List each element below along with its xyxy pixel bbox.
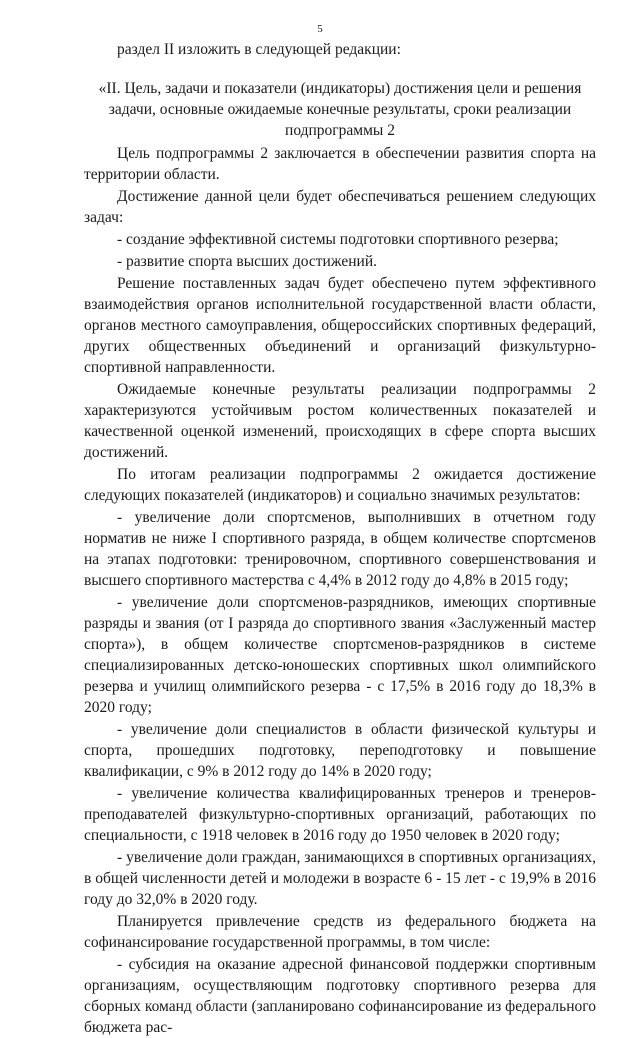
list-item-task-1: - создание эффективной системы подготовки спортивного резерва;: [117, 231, 559, 248]
list-item-indicator-2: - увеличение доли спортсменов-разрядников, имеющих спортивные разряды и звания (от I разряда до спортивного звания «Заслуженный мастер спорта»), в общем количестве спортсменов-разрядников в системе специализированных детско-юношеских спортивных школ олимпийского резерва и училищ олимпийского резерва - с 17,5% в 2016 году до 18,3% в 2020 году;: [84, 594, 596, 716]
list-item-indicator-4: - увеличение количества квалифицированных тренеров и тренеров-преподавателей физкультурно-спортивных организаций, работающих по специальности, с 1918 человек в 2016 году до 1950 человек в 2020 году;: [84, 785, 596, 844]
paragraph-federal-funding: Планируется привлечение средств из федерального бюджета на софинансирование государственной программы, в том числе:: [84, 913, 596, 951]
paragraph-expected-results: Ожидаемые конечные результаты реализации подпрограммы 2 характеризуются устойчивым ростом количественных показателей и качественной оценкой изменений, происходящих в сфере спорта высших достижений.: [84, 381, 596, 461]
document-body: [84, 143, 596, 1038]
list-item-indicator-3: - увеличение доли специалистов в области физической культуры и спорта, прошедших подготовку, переподготовку и повышение квалификации, с 9% в 2012 году до 14% в 2020 году;: [84, 721, 596, 780]
section-heading: «II. Цель, задачи и показатели (индикаторы) достижения цели и решения задачи, основные ожидаемые конечные результаты, сроки реализации подпрограммы 2: [98, 80, 582, 139]
list-item-indicator-5: - увеличение доли граждан, занимающихся в спортивных организациях, в общей численности детей и молодежи в возрасте 6 - 15 лет - с 19,9% в 2016 году до 32,0% в 2020 году.: [84, 849, 596, 908]
paragraph-goal: Цель подпрограммы 2 заключается в обеспечении развития спорта на территории области.: [84, 145, 596, 183]
list-item-subsidy: - субсидия на оказание адресной финансовой поддержки спортивным организациям, осуществляющим подготовку спортивного резерва для сборных команд области (запланировано софинансирование из федерального бюджета рас-: [84, 956, 596, 1036]
page-number: 5: [317, 23, 323, 35]
paragraph-tasks-intro: Достижение данной цели будет обеспечиваться решением следующих задач:: [84, 188, 596, 226]
list-item-indicator-1: - увеличение доли спортсменов, выполнивших в отчетном году норматив не ниже I спортивного разряда, в общем количестве спортсменов на этапах подготовки: тренировочном, спортивного совершенствования и высшего спортивного мастерства с 4,4% в 2012 году до 4,8% в 2015 году;: [84, 509, 596, 589]
list-item-task-2: - развитие спорта высших достижений.: [117, 253, 377, 270]
paragraph-indicators-intro: По итогам реализации подпрограммы 2 ожидается достижение следующих показателей (индикаторов) и социально значимых результатов:: [84, 466, 596, 504]
paragraph-solution: Решение поставленных задач будет обеспечено путем эффективного взаимодействия органов исполнительной государственной власти области, органов местного самоуправления, общероссийских спортивных федераций, других общественных объединений и организаций физкультурно-спортивной направленности.: [84, 275, 596, 376]
lead-line: раздел II изложить в следующей редакции:: [117, 41, 401, 58]
